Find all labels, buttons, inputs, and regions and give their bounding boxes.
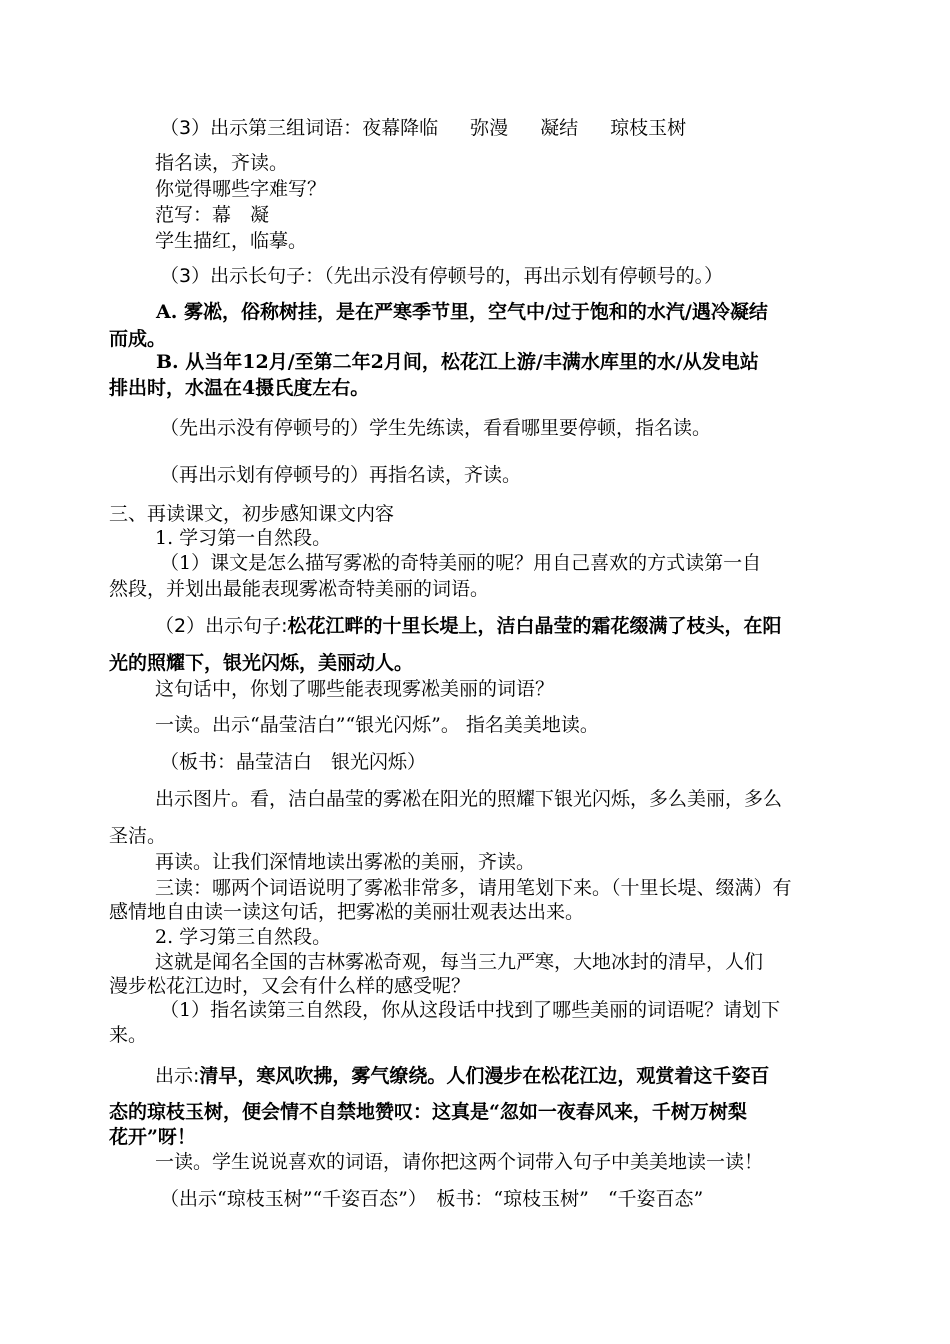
long-sentence-heading <box>160 264 723 288</box>
read-line: 再读。让我们深情地读出雾凇的美丽，齐读。 <box>155 851 536 873</box>
long-sentence-label: （3）出示长句子： <box>160 265 325 287</box>
picture-line <box>155 787 782 811</box>
paragraph-title: 2. 学习第三自然段。 <box>155 926 332 948</box>
show-sentence-text: 松花江畔的十里长堤上，洁白晶莹的霜花缀满了枝头，在阳 <box>287 615 782 637</box>
read-text: “晶莹洁白”“银光闪烁”。 指名美美地读。 <box>250 714 599 736</box>
read-line: 三读：哪两个词语说明了雾凇非常多，请用笔划下来。（十里长堤、缀满）有 <box>155 877 792 899</box>
show-sentence-line: 光的照耀下，银光闪烁，美丽动人。 <box>109 652 414 674</box>
step-text: 你觉得哪些字难写？ <box>155 178 327 200</box>
show-sentence-line: 态的琼枝玉树，便会情不自禁地赞叹：这真是“忽如一夜春风来，千树万树梨 <box>109 1101 747 1123</box>
read-line <box>155 713 599 737</box>
show-label: 出示: <box>155 1065 200 1087</box>
question-line: （1）课文是怎么描写雾凇的奇特美丽的呢？用自己喜欢的方式读第一自 <box>160 552 762 574</box>
read-text: 一读。 <box>155 714 213 736</box>
step-text: 指名读，齐读。 <box>155 152 289 174</box>
board-note <box>160 1187 703 1211</box>
group3-line <box>160 116 686 140</box>
group3-label: （3）出示第三组词语： <box>160 117 363 139</box>
question-line: （1）指名读第三自然段，你从这段话中找到了哪些美丽的词语呢？请划下 <box>160 999 781 1021</box>
section-heading: 三、再读课文，初步感知课文内容 <box>109 503 395 525</box>
show-label: （2）出示句子: <box>155 615 288 637</box>
group3-word: 夜幕降临 <box>362 117 439 139</box>
board-note: （板书：晶莹洁白 银光闪烁） <box>160 751 427 773</box>
group3-word: 琼枝玉树 <box>610 117 687 139</box>
board-text: “琼枝玉树”“千姿百态”） 板书：“琼枝玉树” “千姿百态” <box>217 1188 704 1210</box>
show-sentence-text: 清早，寒风吹拂，雾气缭绕。人们漫步在松花江边，观赏着这千姿百 <box>199 1065 770 1087</box>
step-text: 学生描红，临摹。 <box>155 230 308 252</box>
read-step-label: （先出示没有停顿号的） <box>160 417 370 439</box>
picture-text: 看，洁白晶莹的雾凇在阳光的照耀下银光闪烁，多么美丽，多么 <box>250 788 783 810</box>
group3-word: 弥漫 <box>470 117 509 139</box>
question-line: 然段，并划出最能表现雾凇奇特美丽的词语。 <box>109 578 490 600</box>
long-sentence-note: （先出示没有停顿号的，再出示划有停顿号的。） <box>324 265 724 287</box>
question-line: 这句话中，你划了哪些能表现雾凇美丽的词语？ <box>155 678 555 700</box>
show-label: 出示 <box>179 1188 218 1210</box>
sentence-b-line: 排出时，水温在4摄氏度左右。 <box>109 377 370 399</box>
picture-label: 出示图片。 <box>155 788 251 810</box>
group3-word: 凝结 <box>540 117 579 139</box>
sentence-a-line: A. 雾凇，俗称树挂，是在严寒季节里，空气中/过于饱和的水汽/遇冷凝结 <box>156 301 768 323</box>
show-sentence-line <box>155 614 782 638</box>
show-sentence-line: 花开”呀！ <box>109 1126 196 1148</box>
sentence-b-line: B. 从当年12月/至第二年2月间，松花江上游/丰满水库里的水/从发电站 <box>156 351 759 373</box>
step-text: 范写：幕 凝 <box>155 204 270 226</box>
intro-line: 这就是闻名全国的吉林雾凇奇观，每当三九严寒，大地冰封的清早，人们 <box>155 951 764 973</box>
show-label: 出示 <box>212 714 251 736</box>
picture-text: 圣洁。 <box>109 825 167 847</box>
question-line: 来。 <box>109 1024 148 1046</box>
read-line: 感情地自由读一读这句话，把雾凇的美丽壮观表达出来。 <box>109 901 585 923</box>
read-step <box>160 463 521 487</box>
sentence-a-line: 而成。 <box>109 328 167 350</box>
read-step-label: （再出示划有停顿号的） <box>160 464 370 486</box>
board-text: （ <box>160 1188 180 1210</box>
paragraph-title: 1. 学习第一自然段。 <box>155 527 332 549</box>
read-step-text: 学生先练读，看看哪里要停顿，指名读。 <box>369 417 712 439</box>
show-sentence-line <box>155 1064 769 1088</box>
read-step <box>160 416 711 440</box>
read-line: 一读。学生说说喜欢的词语，请你把这两个词带入句子中美美地读一读！ <box>155 1151 764 1173</box>
read-step-text: 再指名读，齐读。 <box>369 464 522 486</box>
intro-line: 漫步松花江边时，又会有什么样的感受呢？ <box>109 975 471 997</box>
